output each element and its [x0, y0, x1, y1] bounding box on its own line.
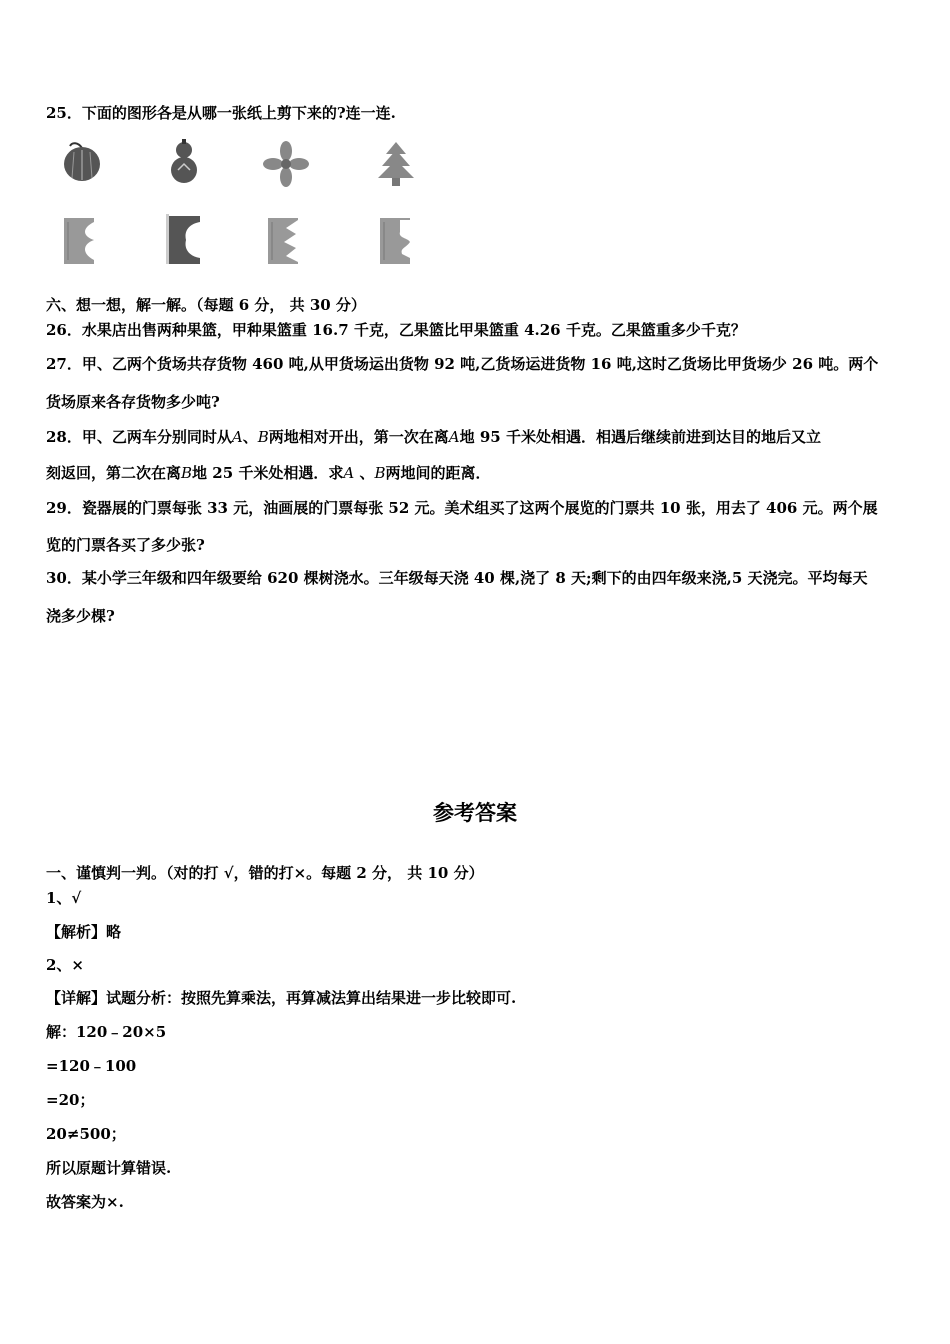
- apple-shape-figure: [58, 138, 106, 190]
- question-28-line-1: [46, 427, 908, 447]
- answer-2: 2、×: [46, 956, 85, 974]
- q28-sep-2: 、: [354, 464, 375, 482]
- question-30-line-1: 30．某小学三年级和四年级要给 620 棵树浇水。三年级每天浇 40 棵,浇了 8 天;剩下的由四年级来浇,5 天浇完。平均每天: [46, 569, 868, 587]
- q28-point-b-3: B: [374, 464, 386, 482]
- q28-sep: 、: [242, 428, 258, 446]
- q28-point-b: B: [257, 428, 269, 446]
- answer-1: 1、√: [46, 889, 82, 907]
- question-26: 26．水果店出售两种果篮，甲种果篮重 16.7 千克，乙果篮比甲果篮重 4.26 千克。乙果篮重多少千克？: [46, 321, 746, 339]
- answers-title: 参考答案: [433, 801, 517, 825]
- q28-l2-text-1: 刻返回，第二次在离: [46, 464, 182, 482]
- answer-2-note: 【详解】试题分析：按照先算乘法，再算减法算出结果进一步比较即可.: [46, 989, 517, 1007]
- question-29-line-1: 29．瓷器展的门票每张 33 元，油画展的门票每张 52 元。美术组买了这两个展览的门票共 10 张，用去了 406 元。两个展: [46, 499, 878, 517]
- solution-step-2: =120﹣100: [46, 1057, 137, 1075]
- question-27-line-1: 27．甲、乙两个货场共存货物 460 吨,从甲货场运出货物 92 吨,乙货场运进货物 16 吨,这时乙货场比甲货场少 26 吨。两个: [46, 355, 879, 373]
- paper-cut-4-figure: [372, 214, 420, 266]
- answers-section-1: 一、谨慎判一判。（对的打 √，错的打×。每题 2 分， 共 10 分）: [46, 864, 484, 882]
- solution-step-1: 解：120﹣20×5: [46, 1023, 167, 1041]
- q28-text-2: 两地相对开出，第一次在离: [268, 428, 449, 446]
- solution-step-4: 20≠500；: [46, 1125, 126, 1143]
- paper-cut-1-figure: [58, 214, 106, 266]
- paper-cut-2-figure: [160, 212, 208, 264]
- q28-point-a-2: A: [448, 428, 460, 446]
- q28-point-b-2: B: [181, 464, 193, 482]
- solution-step-6: 故答案为×.: [46, 1193, 124, 1211]
- question-25: 25．下面的图形各是从哪一张纸上剪下来的?连一连.: [46, 104, 396, 122]
- section-6-heading: 六、想一想，解一解。（每题 6 分， 共 30 分）: [46, 296, 366, 314]
- q28-l2-text-2: 地 25 千米处相遇．求: [192, 464, 344, 482]
- q28-text-1: 28．甲、乙两车分别同时从: [46, 428, 232, 446]
- solution-step-5: 所以原题计算错误.: [46, 1159, 172, 1177]
- gourd-shape-figure: [160, 136, 208, 188]
- question-29-line-2: 览的门票各买了多少张?: [46, 536, 205, 554]
- q28-l2-text-3: 两地间的距离．: [385, 464, 491, 482]
- solution-step-3: =20；: [46, 1091, 95, 1109]
- q28-point-a: A: [231, 428, 243, 446]
- tree-shape-figure: [372, 138, 420, 190]
- paper-cut-3-figure: [262, 214, 310, 266]
- q28-text-3: 地 95 千米处相遇．相遇后继续前进到达目的地后又立: [459, 428, 821, 446]
- q28-point-a-3: A: [343, 464, 355, 482]
- answer-1-note: 【解析】略: [46, 923, 122, 941]
- question-28-line-2: [46, 463, 908, 483]
- flower-shape-figure: [262, 138, 310, 190]
- question-30-line-2: 浇多少棵?: [46, 607, 115, 625]
- question-27-line-2: 货场原来各存货物多少吨?: [46, 393, 220, 411]
